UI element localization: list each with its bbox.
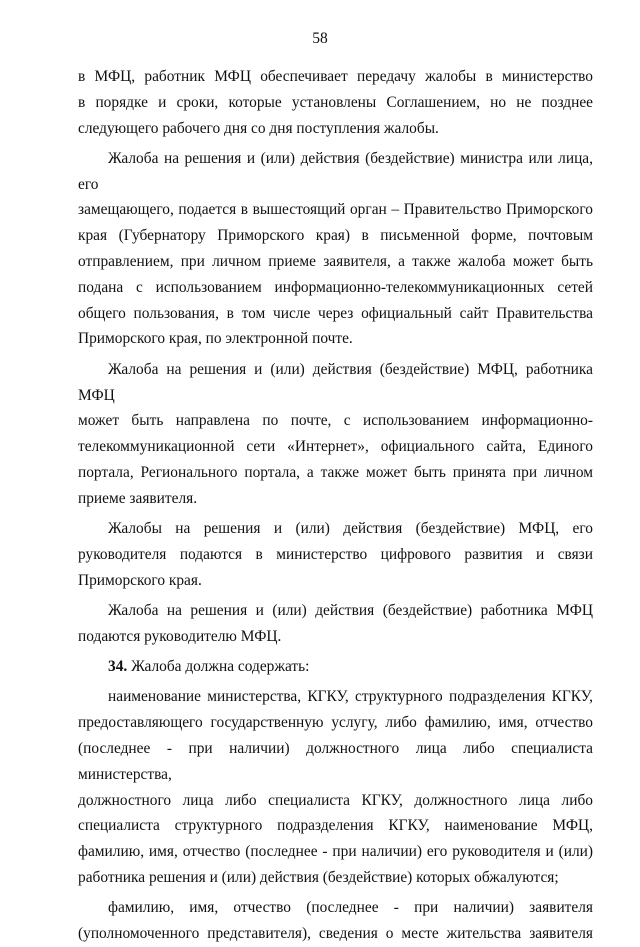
text-line: Приморского края, по электронной почте. (78, 330, 353, 348)
text-line: фамилию, имя, отчество (последнее - при наличии) заявителя (108, 899, 593, 917)
text-line: (уполномоченного представителя), сведения о месте жительства заявителя (78, 925, 593, 942)
document-body (78, 64, 593, 947)
text-line: Приморского края. (78, 571, 202, 589)
text-line: подаются руководителю МФЦ. (78, 627, 282, 645)
text-line: подана с использованием информационно-телекоммуникационных сетей (78, 278, 593, 296)
text-line: телекоммуникационной сети «Интернет», официального сайта, Единого (78, 438, 593, 456)
text-line: Жалоба на решения и (или) действия (бездействие) работника МФЦ (108, 601, 593, 619)
text-line (78, 654, 593, 680)
text-line: следующего рабочего дня со дня поступления жалобы. (78, 119, 439, 137)
text-line: Жалоба на решения и (или) действия (бездействие) МФЦ, работника МФЦ (78, 360, 593, 404)
text-line: приеме заявителя. (78, 489, 198, 507)
clause-number: 34. (108, 658, 128, 676)
text-line: специалиста структурного подразделения КГКУ, наименование МФЦ, (78, 817, 593, 835)
clause-34 (78, 654, 593, 680)
paragraph-3 (78, 357, 593, 512)
text-line: Жалоба на решения и (или) действия (бездействие) министра или лица, его (78, 149, 593, 193)
page-number: 58 (312, 30, 328, 47)
paragraph-4 (78, 516, 593, 593)
text-line: наименование министерства, КГКУ, структурного подразделения КГКУ, (108, 688, 593, 706)
paragraph-7 (78, 684, 593, 890)
text-line: (последнее - при наличии) должностного лица либо специалиста министерства, (78, 739, 593, 783)
text-line: может быть направлена по почте, с использованием информационно- (78, 412, 593, 430)
paragraph-2 (78, 146, 593, 352)
text-line: руководителя подаются в министерство цифрового развития и связи (78, 545, 593, 563)
text-line: должностного лица либо специалиста КГКУ, должностного лица либо (78, 791, 593, 809)
paragraph-1 (78, 64, 593, 141)
paragraph-8 (78, 895, 593, 947)
text-line: Жалобы на решения и (или) действия (бездействие) МФЦ, его (108, 520, 593, 538)
text-line: портала, Регионального портала, а также может быть принята при личном (78, 463, 593, 481)
text-line: замещающего, подается в вышестоящий орган – Правительство Приморского (78, 201, 593, 219)
text-line: отправлением, при личном приеме заявителя, а также жалоба может быть (78, 253, 593, 271)
text-line: фамилию, имя, отчество (последнее - при наличии) его руководителя и (или) (78, 843, 593, 861)
text-line: работника решения и (или) действия (бездействие) которых обжалуются; (78, 868, 559, 886)
text-line: в порядке и сроки, которые установлены Соглашением, но не позднее (78, 93, 593, 111)
paragraph-5 (78, 598, 593, 650)
clause-text: Жалоба должна содержать: (127, 658, 310, 676)
text-line: общего пользования, в том числе через официальный сайт Правительства (78, 304, 593, 322)
text-line: в МФЦ, работник МФЦ обеспечивает передачу жалобы в министерство (78, 68, 593, 85)
text-line: предоставляющего государственную услугу, либо фамилию, имя, отчество (78, 714, 593, 732)
text-line: края (Губернатору Приморского края) в письменной форме, почтовым (78, 227, 593, 245)
